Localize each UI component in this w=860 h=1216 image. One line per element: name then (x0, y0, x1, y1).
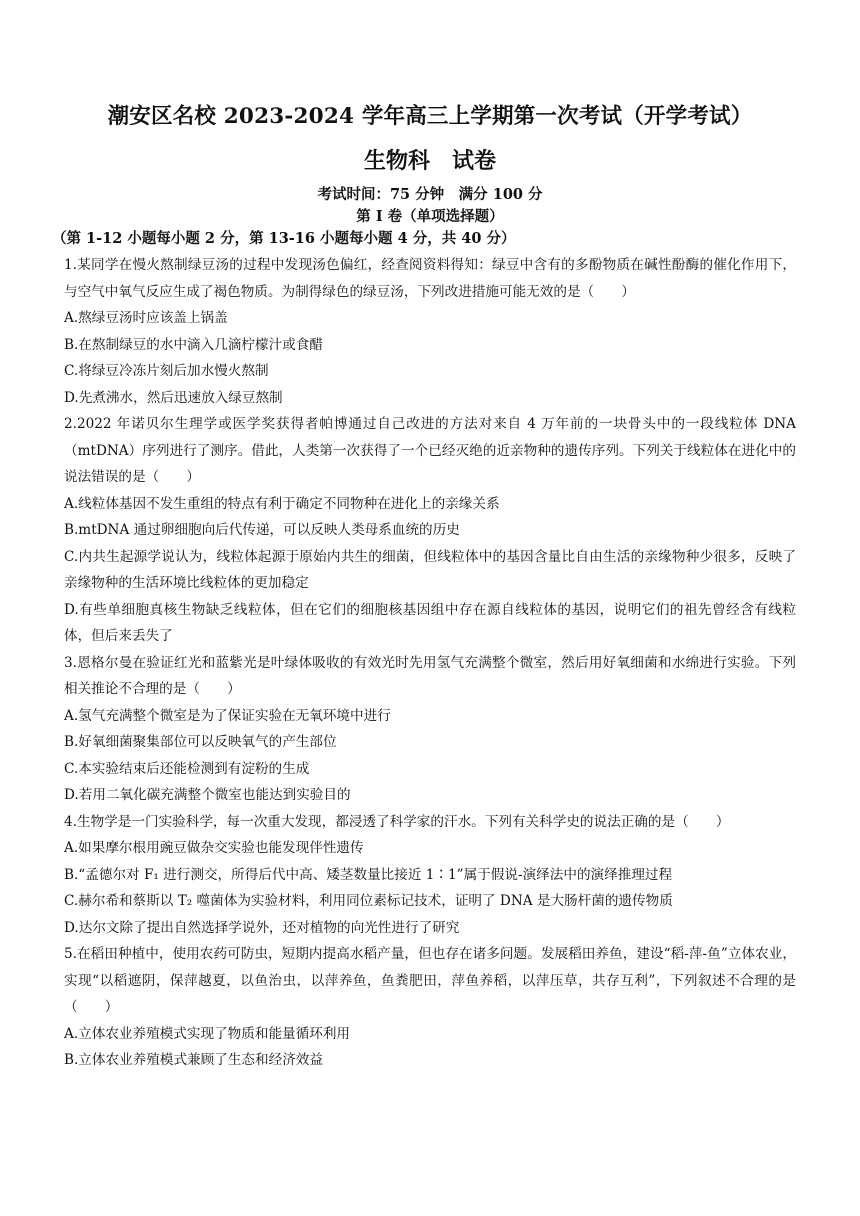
option-a: A.立体农业养殖模式实现了物质和能量循环利用 (64, 1025, 351, 1042)
question-stem: 5.在稻田种植中，使用农药可防虫，短期内提高水稻产量，但也存在诸多问题。发展稻田养鱼，建设“稻-萍-鱼”立体农业，实现“以稻遮阴，保萍越夏，以鱼治虫，以萍养鱼，鱼粪肥田，萍鱼养稻，以萍压草，共存互利”，下列叙述不合理的是（ ） (64, 946, 796, 1015)
question-list (64, 252, 796, 1074)
question-stem: 3.恩格尔曼在验证红光和蓝紫光是叶绿体吸收的有效光时先用氢气充满整个微室，然后用好氧细菌和水绵进行实验。下列相关推论不合理的是（ ） (64, 654, 796, 697)
option-d: D.有些单细胞真核生物缺乏线粒体，但在它们的细胞核基因组中存在源自线粒体的基因，说明它们的祖先曾经含有线粒体，但后来丢失了 (64, 601, 796, 644)
exam-title: 潮安区名校 2023-2024 学年高三上学期第一次考试（开学考试） (107, 104, 753, 129)
exam-info: 考试时间：75 分钟 满分 100 分 (317, 186, 543, 203)
option-b: B.在熬制绿豆的水中滴入几滴柠檬汁或食醋 (64, 336, 323, 353)
question-stem: 2.2022 年诺贝尔生理学或医学奖获得者帕博通过自己改进的方法对来自 4 万年前的一块骨头中的一段线粒体 DNA（mtDNA）序列进行了测序。借此，人类第一次获得了一个已经灭绝的近亲物种的遗传序列。下列关于线粒体在进化中的说法错误的是（ ） (64, 416, 796, 485)
option-c: C.将绿豆冷冻片刻后加水慢火熬制 (64, 363, 269, 379)
question-5 (64, 941, 796, 1074)
question-3 (64, 650, 796, 809)
question-stem: 4.生物学是一门实验科学，每一次重大发现，都浸透了科学家的汗水。下列有关科学史的说法正确的是（ ） (64, 813, 730, 830)
option-d: D.若用二氧化碳充满整个微室也能达到实验目的 (64, 787, 351, 803)
option-b: B.立体农业养殖模式兼顾了生态和经济效益 (64, 1052, 323, 1068)
question-1 (64, 252, 796, 411)
option-b: B.mtDNA 通过卵细胞向后代传递，可以反映人类母系血统的历史 (64, 522, 460, 538)
option-d: D.先煮沸水，然后迅速放入绿豆熬制 (64, 389, 283, 406)
option-a: A.如果摩尔根用豌豆做杂交实验也能发现伴性遗传 (64, 840, 364, 856)
option-a: A.熬绿豆汤时应该盖上锅盖 (64, 310, 228, 326)
section-note: （第 1-12 小题每小题 2 分，第 13-16 小题每小题 4 分，共 40 分） (52, 230, 516, 247)
option-a: A.线粒体基因不发生重组的特点有利于确定不同物种在进化上的亲缘关系 (64, 495, 500, 512)
section-title: 第 I 卷（单项选择题） (356, 208, 504, 225)
question-stem: 1.某同学在慢火熬制绿豆汤的过程中发现汤色偏红，经查阅资料得知：绿豆中含有的多酚物质在碱性酚酶的催化作用下，与空气中氧气反应生成了褐色物质。为制得绿色的绿豆汤，下列改进措施可能无效的是（ ） (64, 257, 796, 300)
subject-title: 生物科 试卷 (363, 148, 496, 174)
question-4 (64, 809, 796, 942)
question-2 (64, 411, 796, 650)
option-b: B.好氧细菌聚集部位可以反映氧气的产生部位 (64, 734, 337, 750)
option-c: C.赫尔希和蔡斯以 T₂ 噬菌体为实验材料，利用同位素标记技术，证明了 DNA 是大肠杆菌的遗传物质 (64, 893, 673, 909)
option-c: C.内共生起源学说认为，线粒体起源于原始内共生的细菌，但线粒体中的基因含量比自由生活的亲缘物种少很多，反映了亲缘物种的生活环境比线粒体的更加稳定 (64, 548, 796, 591)
option-b: B.“孟德尔对 F₁ 进行测交，所得后代中高、矮茎数量比接近 1∶1”属于假说-演绎法中的演绎推理过程 (64, 866, 673, 883)
option-c: C.本实验结束后还能检测到有淀粉的生成 (64, 760, 310, 777)
option-a: A.氢气充满整个微室是为了保证实验在无氧环境中进行 (64, 707, 391, 724)
option-d: D.达尔文除了提出自然选择学说外，还对植物的向光性进行了研究 (64, 919, 460, 936)
